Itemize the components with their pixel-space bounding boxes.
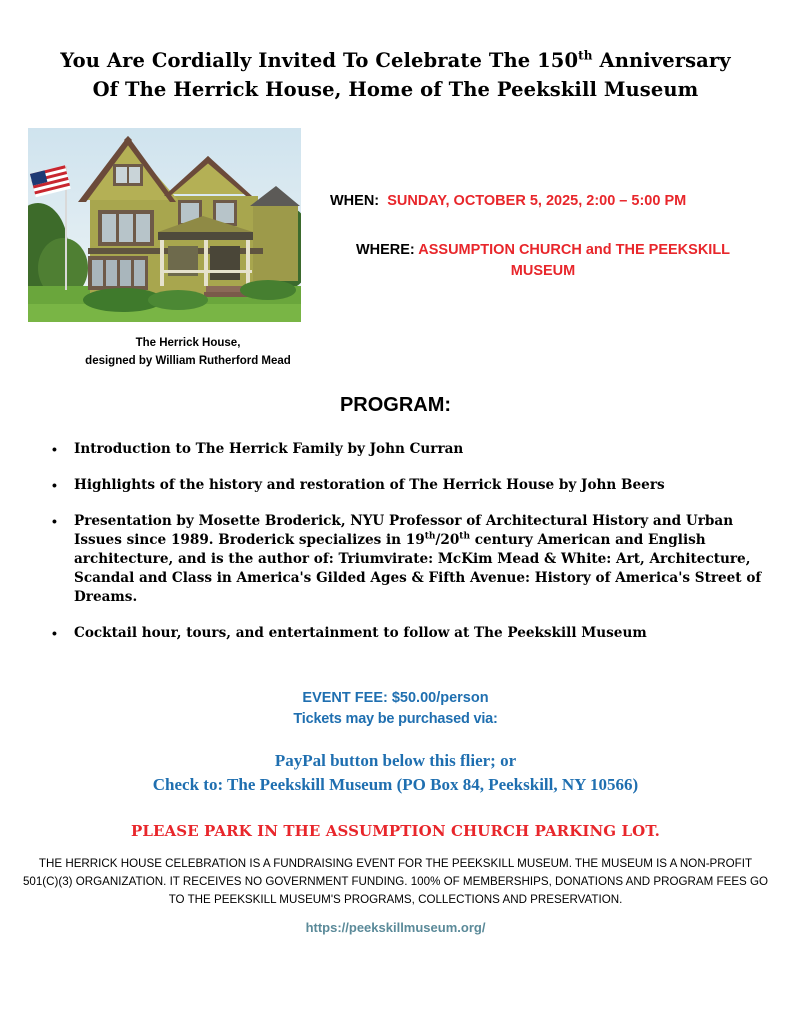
fundraising-notice: THE HERRICK HOUSE CELEBRATION IS A FUNDRAISING EVENT FOR THE PEEKSKILL MUSEUM. THE MUSEUM IS A NON-PROFIT 501(C)(3) ORGANIZATION. IT RECEIVES NO GOVERNMENT FUNDING. 100% OF MEMBERSHIPS, DONATIONS AND PROGRAM FEES GO TO THE PEEKSKILL MUSEUM'S PROGRAMS, COLLECTIONS AND PRESERVATION.	[22, 857, 769, 906]
check-note: Check to: The Peekskill Museum (PO Box 84, Peekskill, NY 10566)	[152, 775, 639, 794]
program-heading: PROGRAM:	[339, 394, 452, 416]
where-label: WHERE:	[355, 242, 415, 258]
herrick-house-photo	[28, 128, 301, 322]
list-item: • Highlights of the history and restoration of The Herrick House by John Beers	[52, 476, 764, 495]
paypal-note: PayPal button below this flier; or	[274, 751, 517, 770]
title-line-2: Of The Herrick House, Home of The Peekskill Museum	[92, 78, 699, 101]
where-value: ASSUMPTION CHURCH and THE PEEKSKILL MUSEUM	[418, 242, 731, 279]
page-title	[0, 46, 791, 104]
when-label: WHEN:	[330, 193, 380, 209]
parking-notice: PLEASE PARK IN THE ASSUMPTION CHURCH PARKING LOT.	[130, 822, 661, 840]
photo-caption	[28, 334, 348, 370]
caption-line-2: designed by William Rutherford Mead	[85, 355, 291, 367]
payment-options	[0, 749, 791, 797]
list-item: • Presentation by Mosette Broderick, NYU Professor of Architectural History and Urban Issues since 1989. Broderick specializes in 19th/20th century American and English architecture, and is the author of: Triumvirate: McKim Mead & White: Art, Architecture, Scandal and Class in America's Gilded Ages & Fifth Avenue: History of America's Street of Dreams.	[52, 512, 764, 607]
caption-line-1: The Herrick House,	[135, 337, 241, 349]
list-item: • Introduction to The Herrick Family by John Curran	[52, 440, 764, 459]
title-line-1: You Are Cordially Invited To Celebrate The 150th Anniversary	[60, 48, 731, 72]
list-item: • Cocktail hour, tours, and entertainment to follow at The Peekskill Museum	[52, 624, 764, 643]
tickets-purchase-note: Tickets may be purchased via:	[293, 711, 498, 727]
event-when	[330, 193, 770, 209]
event-fee: EVENT FEE: $50.00/person	[302, 690, 489, 706]
event-where	[323, 240, 763, 282]
when-value: SUNDAY, OCTOBER 5, 2025, 2:00 – 5:00 PM	[387, 193, 687, 209]
museum-website-link[interactable]: https://peekskillmuseum.org/	[305, 920, 486, 935]
program-list	[52, 440, 764, 660]
